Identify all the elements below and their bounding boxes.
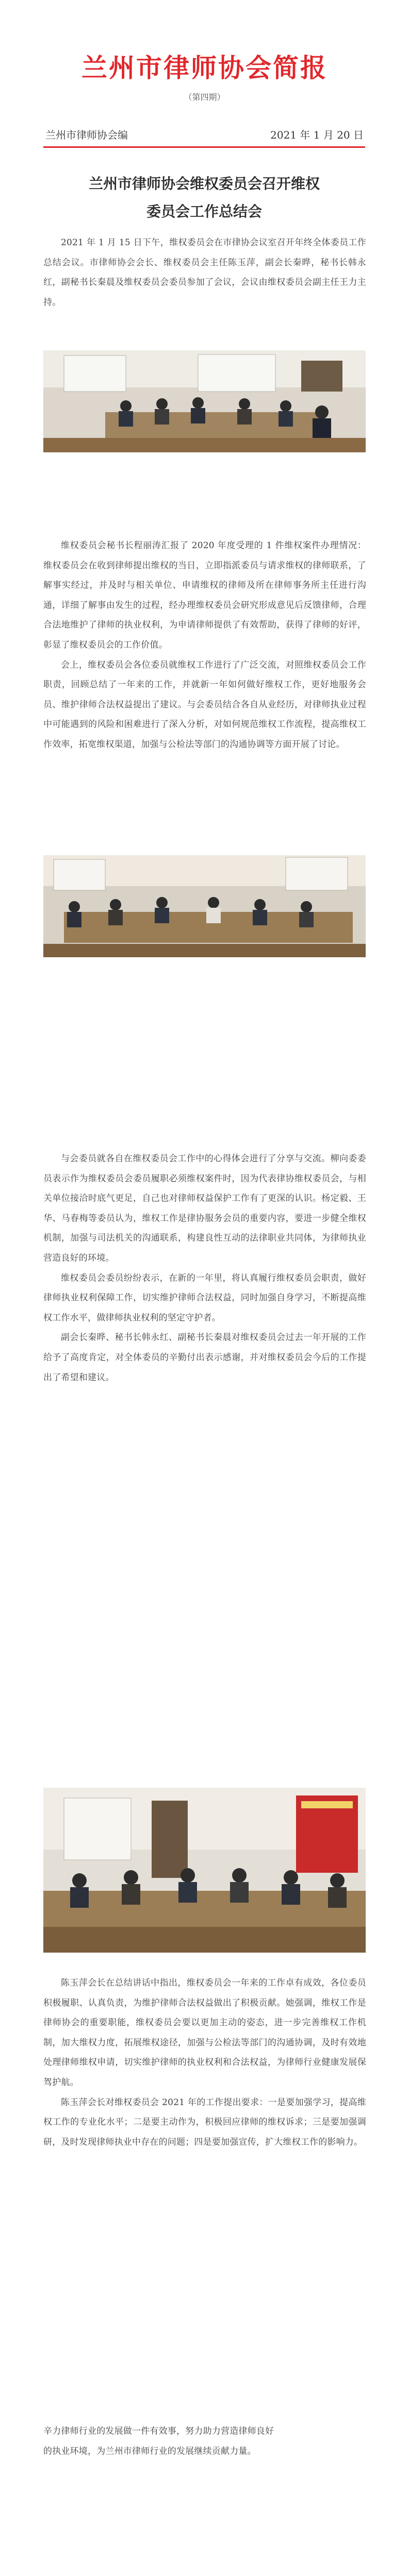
bulletin-title: 兰州市律师协会简报 <box>81 53 328 83</box>
closing-line-1: 辛力律师行业的发展做一件有效事，努力助力营造律师良好 <box>43 2426 274 2436</box>
paragraph: 副会长秦晔、秘书长韩永红、副秘书长秦晨对维权委员会过去一年开展的工作给予了高度肯定，对全体委员的辛勤付出表示感谢，并对维权委员会今后的工作提出了希望和建议。 <box>43 1332 366 1383</box>
discussion-section <box>43 1149 366 1387</box>
report-section <box>43 536 366 755</box>
article-title <box>43 170 365 226</box>
paragraph: 维权委员会秘书长程丽涛汇报了 2020 年度受理的 1 件维权案件办理情况：维权委员会在收到律师提出维权的当日，立即指派委员与请求维权的律师联系，了解事实经过，并及时与相关单位、申请维权的律师及所在律师事务所主任进行沟通，详细了解事由发生的过程，经办理维权委员会研究形成意见后反馈律师，合理合法地维护了律师的执业权利，为申请律师提供了有效帮助，获得了律师的好评，彰显了维权委员会的工作价值。 <box>43 540 366 650</box>
closing-line-2: 的执业环境，为兰州市律师行业的发展继续贡献力量。 <box>43 2446 256 2456</box>
issue-number: （第四期） <box>184 92 225 102</box>
closing-section <box>43 2421 366 2461</box>
paragraph: 陈玉萍会长在总结讲话中指出，维权委员会一年来的工作卓有成效，各位委员积极履职、认真负责，为维护律师合法权益做出了积极贡献。她强调，维权工作是律师协会的重要职能，维权委员会要以更加主动的姿态，进一步完善维权工作机制，加大维权力度，拓展维权途径，加强与公检法等部门的沟通协调，及时有效地处理律师维权申请，切实维护律师的执业权利和合法权益，为律师行业健康发展保驾护航。 <box>43 1978 366 2088</box>
summary-section <box>43 1973 366 2152</box>
paragraph: 陈玉萍会长对维权委员会 2021 年的工作提出要求：一是要加强学习，提高维权工作的专业化水平；二是要主动作为，积极回应律师的维权诉求；三是要加强调研，及时发现律师执业中存在的问题；四是要加强宣传，扩大维权工作的影响力。 <box>43 2097 366 2147</box>
article-title-line-2: 委员会工作总结会 <box>146 203 262 220</box>
publish-date: 2021 年 1 月 20 日 <box>270 129 364 141</box>
red-divider <box>43 146 365 148</box>
paragraph: 维权委员会委员纷纷表示，在新的一年里，将认真履行维权委员会职责，做好律师执业权利保障工作，切实维护律师合法权益，同时加强自身学习，不断提高维权工作水平，做律师执业权利的坚定守护者。 <box>43 1273 366 1323</box>
article-title-line-1: 兰州市律师协会维权委员会召开维权 <box>88 175 320 192</box>
meeting-photo-1 <box>43 350 366 452</box>
meeting-photo-3 <box>43 1788 366 1953</box>
publisher: 兰州市律师协会编 <box>45 129 128 141</box>
paragraph: 会上，维权委员会各位委员就维权工作进行了广泛交流，对照维权委员会工作职责，回顾总结了一年来的工作，并就新一年如何做好维权工作，更好地服务会员、维护律师合法权益提出了建议。与会委员结合各自从业经历，对律师执业过程中可能遇到的风险和困难进行了深入分析，对如何规范维权工作流程，提高维权工作效率，拓宽维权渠道，加强与公检法等部门的沟通协调等方面开展了讨论。 <box>43 659 366 750</box>
meeting-photo-2 <box>43 855 366 957</box>
paragraph: 与会委员就各自在维权委员会工作中的心得体会进行了分享与交流。柳向委委员表示作为维权委员会委员履职必须维权案件时，因为代表律协维权委员会，与相关单位接洽时底气更足，自己也对律师权益保护工作有了更深的认识。杨定毅、王华、马春梅等委员认为，维权工作是律协服务会员的重要内容，要进一步健全维权机制，加强与司法机关的沟通联系，构建良性互动的法律职业共同体，为律师执业营造良好的环境。 <box>43 1154 366 1263</box>
intro-section <box>43 233 366 312</box>
paragraph: 2021 年 1 月 15 日下午，维权委员会在市律协会议室召开年终全体委员工作总结会议。市律师协会会长、维权委员会主任陈玉萍，副会长秦晔，秘书长韩永红，副秘书长秦晨及维权委员会委员参加了会议，会议由维权委员会副主任王力主持。 <box>43 238 366 308</box>
